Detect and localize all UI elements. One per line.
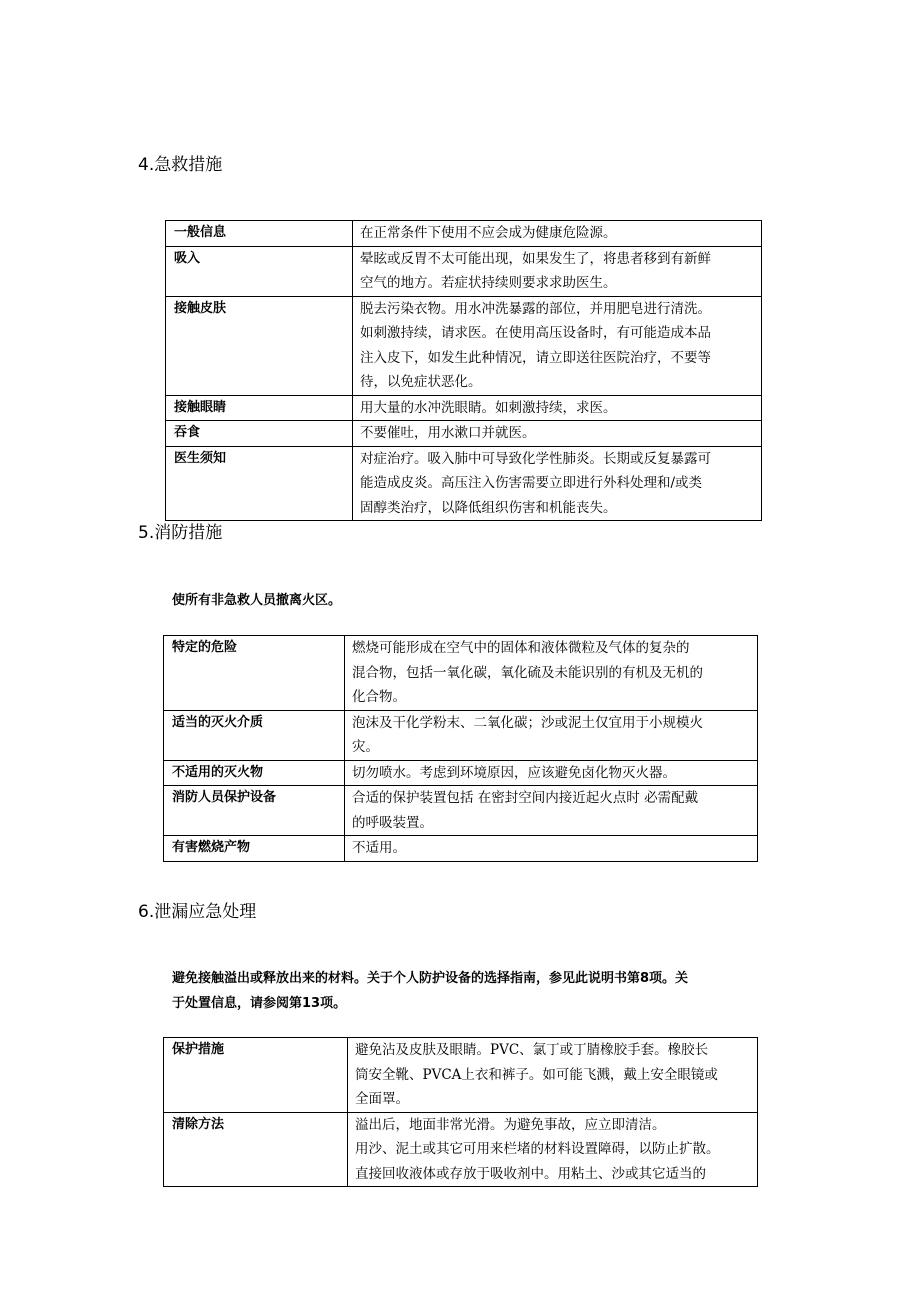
row-label: 不适用的灭火物 xyxy=(164,760,345,786)
row-value: 用大量的水冲洗眼睛。如刺激持续，求医。 xyxy=(353,395,762,421)
row-label: 保护措施 xyxy=(164,1038,348,1113)
row-label: 一般信息 xyxy=(166,221,353,247)
row-value: 晕眩或反胃不太可能出现，如果发生了，将患者移到有新鲜 空气的地方。若症状持续则要求求助医生。 xyxy=(353,246,762,296)
row-label: 有害燃烧产物 xyxy=(164,836,345,862)
spill-response-table xyxy=(163,1037,758,1187)
table-row xyxy=(164,636,758,711)
row-value: 燃烧可能形成在空气中的固体和液体微粒及气体的复杂的 混合物，包括一氧化碳，氧化硫及未能识别的有机及无机的 化合物。 xyxy=(345,636,758,711)
section-5-intro: 使所有非急救人员撤离火区。 xyxy=(172,593,342,608)
row-value: 不要催吐，用水漱口并就医。 xyxy=(353,421,762,447)
row-label: 消防人员保护设备 xyxy=(164,786,345,836)
row-label: 适当的灭火介质 xyxy=(164,710,345,760)
table-row xyxy=(164,1038,758,1113)
row-value: 切勿喷水。考虑到环境原因，应该避免卤化物灭火器。 xyxy=(345,760,758,786)
row-label: 吞食 xyxy=(166,421,353,447)
table-row xyxy=(164,760,758,786)
table-row xyxy=(164,836,758,862)
section-5-title: 5.消防措施 xyxy=(138,523,223,543)
row-value: 脱去污染衣物。用水冲洗暴露的部位，并用肥皂进行清洗。 如刺激持续，请求医。在使用高压设备时，有可能造成本品 注入皮下，如发生此种情况，请立即送往医院治疗，不要等 待，以免症状恶化。 xyxy=(353,296,762,395)
row-value: 对症治疗。吸入肺中可导致化学性肺炎。长期或反复暴露可 能造成皮炎。高压注入伤害需要立即进行外科处理和/或类 固醇类治疗，以降低组织伤害和机能丧失。 xyxy=(353,446,762,521)
row-value: 不适用。 xyxy=(345,836,758,862)
first-aid-table xyxy=(165,220,762,521)
table-row xyxy=(166,395,762,421)
table-row xyxy=(164,1112,758,1187)
row-label: 接触眼睛 xyxy=(166,395,353,421)
table-row xyxy=(166,446,762,521)
row-value: 溢出后，地面非常光滑。为避免事故，应立即清洁。 用沙、泥土或其它可用来栏堵的材料设置障碍，以防止扩散。 直接回收液体或存放于吸收剂中。用粘土、沙或其它适当的 xyxy=(348,1112,758,1187)
row-label: 清除方法 xyxy=(164,1112,348,1187)
table-row xyxy=(166,246,762,296)
row-label: 接触皮肤 xyxy=(166,296,353,395)
row-label: 吸入 xyxy=(166,246,353,296)
section-4-title: 4.急救措施 xyxy=(138,155,223,175)
row-value: 合适的保护装置包括 在密封空间内接近起火点时 必需配戴 的呼吸装置。 xyxy=(345,786,758,836)
table-row xyxy=(164,710,758,760)
section-6-intro: 避免接触溢出或释放出来的材料。关于个人防护设备的选择指南，参见此说明书第8项。关 于处置信息，请参阅第13项。 xyxy=(172,971,689,1011)
table-row xyxy=(166,296,762,395)
table-row xyxy=(164,786,758,836)
row-label: 特定的危险 xyxy=(164,636,345,711)
table-row xyxy=(166,421,762,447)
firefighting-table xyxy=(163,635,758,862)
row-value: 避免沾及皮肤及眼睛。PVC、氯丁或丁腈橡胶手套。橡胶长 筒安全靴、PVCA上衣和裤子。如可能飞溅，戴上安全眼镜或 全面罩。 xyxy=(348,1038,758,1113)
section-6-title: 6.泄漏应急处理 xyxy=(138,902,257,922)
row-value: 泡沫及干化学粉末、二氧化碳；沙或泥土仅宜用于小规模火 灾。 xyxy=(345,710,758,760)
row-value: 在正常条件下使用不应会成为健康危险源。 xyxy=(353,221,762,247)
row-label: 医生须知 xyxy=(166,446,353,521)
table-row xyxy=(166,221,762,247)
